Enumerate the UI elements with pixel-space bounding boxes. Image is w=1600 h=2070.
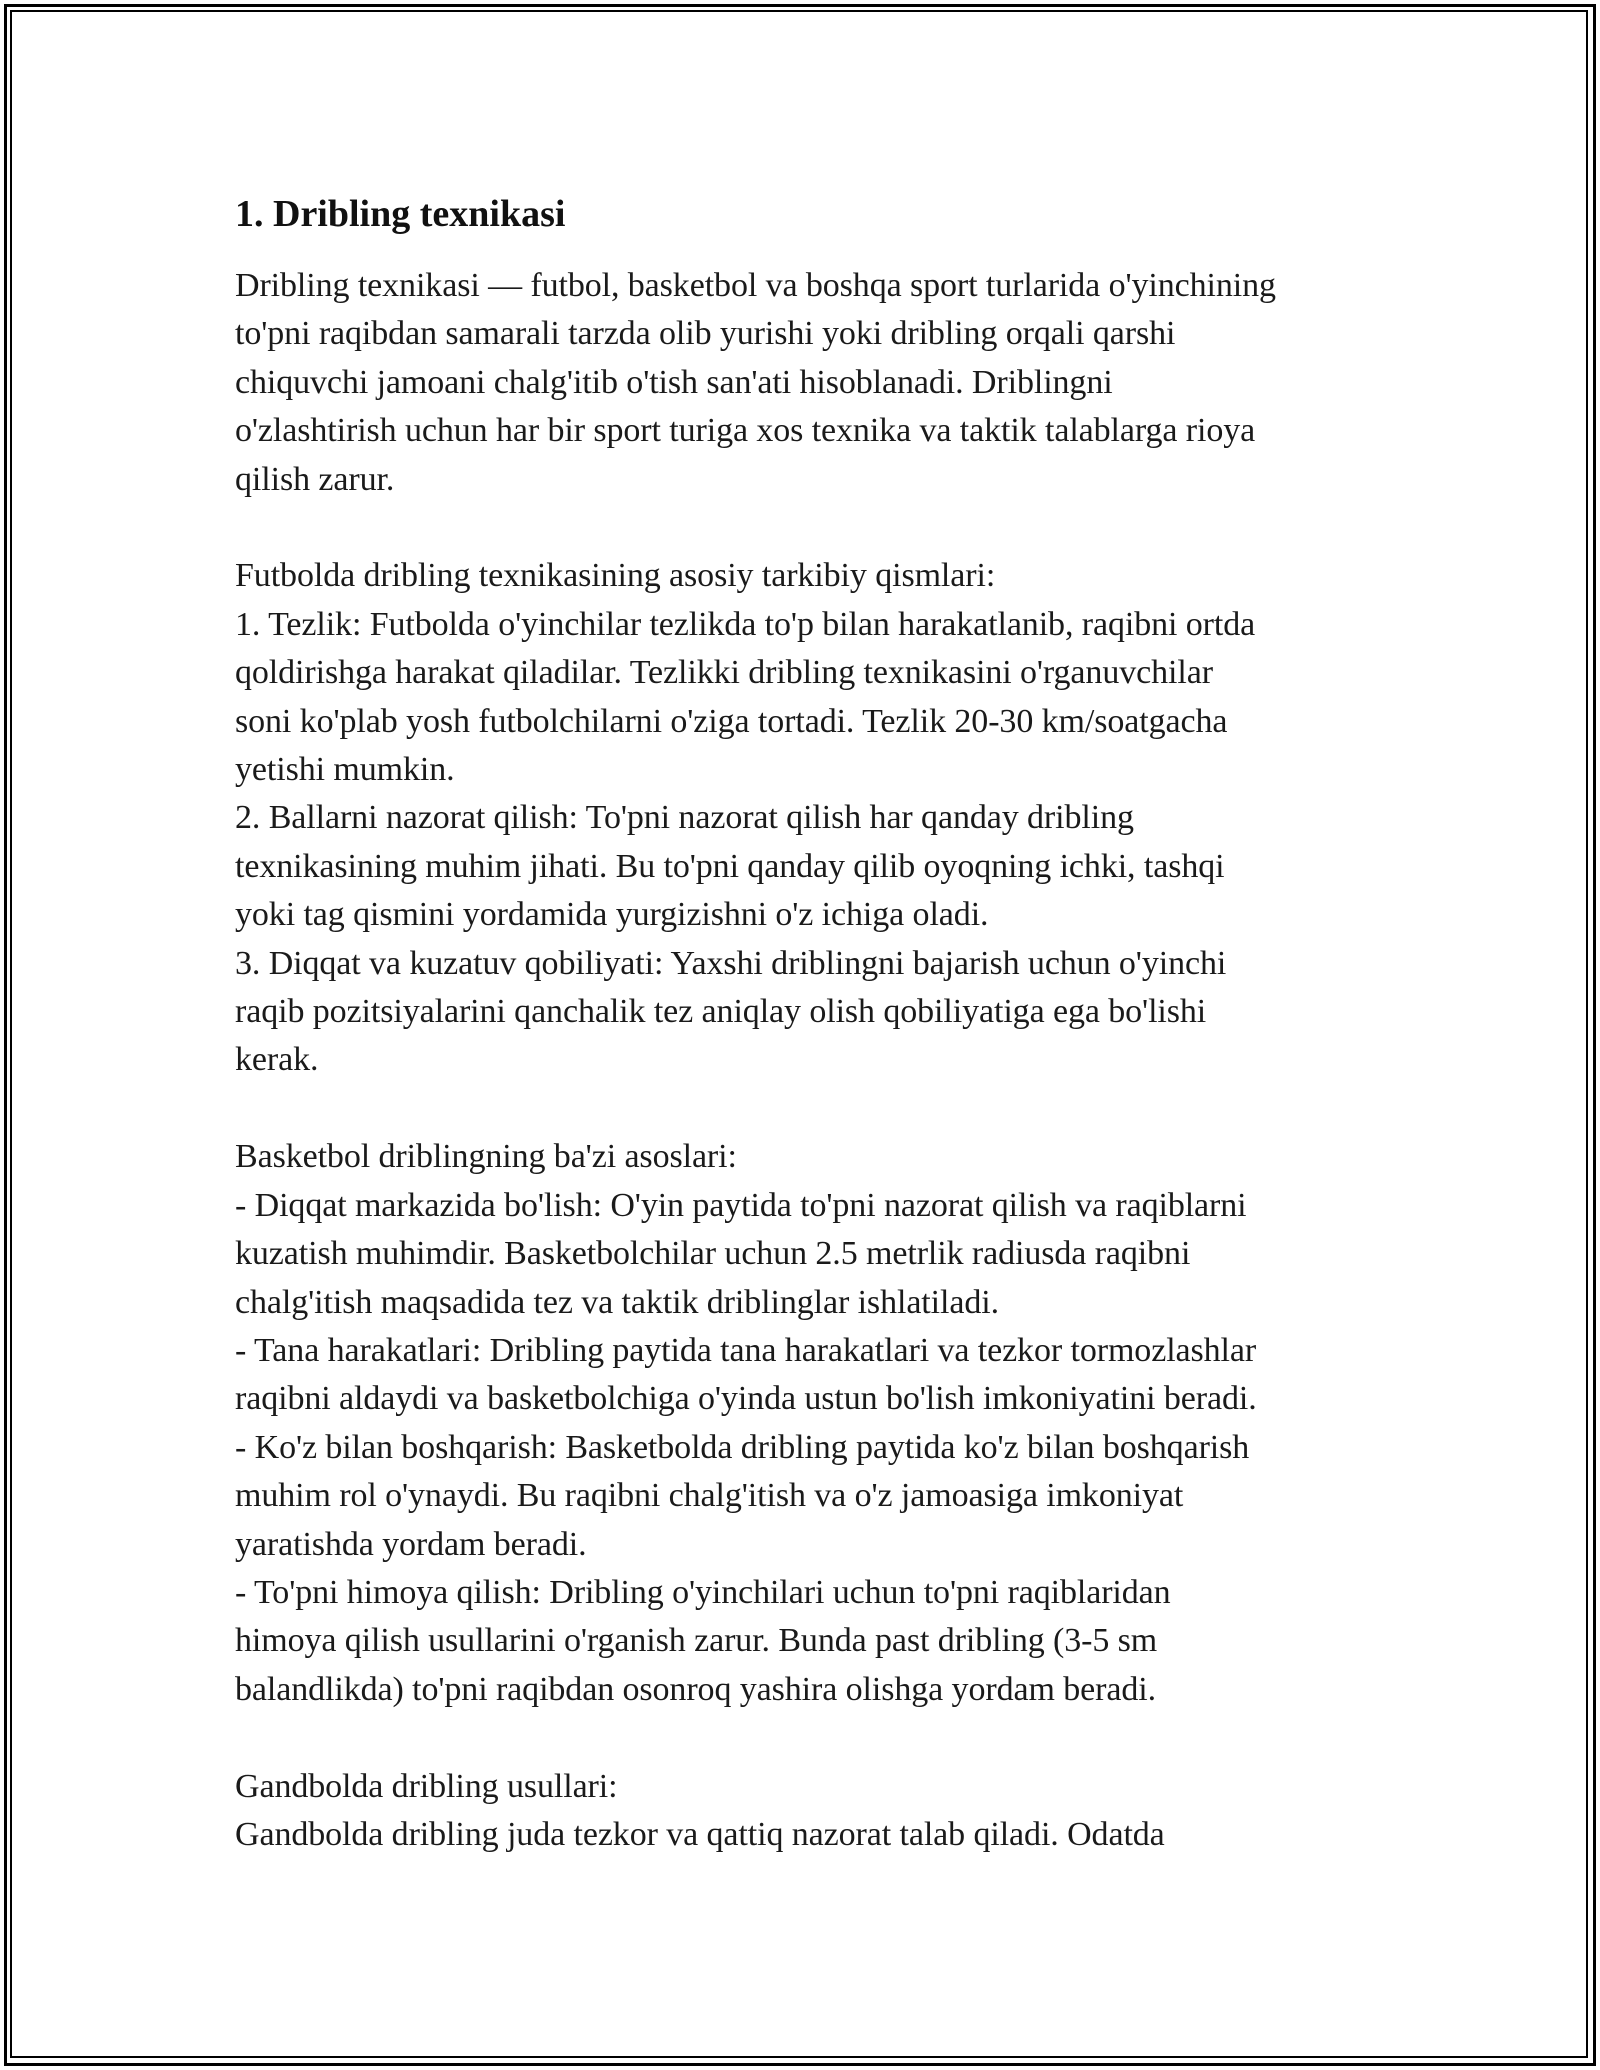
text-line: to'pni raqibdan samarali tarzda olib yurishi yoki dribling orqali qarshi bbox=[235, 315, 1176, 353]
subsection-title: Gandbolda dribling usullari: bbox=[235, 1767, 618, 1805]
football-section bbox=[235, 552, 1385, 1084]
text-line: Dribling texnikasi — futbol, basketbol va boshqa sport turlarida o'yinchining bbox=[235, 267, 1276, 304]
paragraph-spacer bbox=[235, 504, 1385, 552]
text-line: soni ko'plab yosh futbolchilarni o'ziga tortadi. Tezlik 20-30 km/soatgacha bbox=[235, 702, 1228, 740]
text-line: - Ko'z bilan boshqarish: Basketbolda dribling paytida ko'z bilan boshqarish bbox=[235, 1428, 1250, 1466]
basketball-section bbox=[235, 1133, 1385, 1714]
text-line: chalg'itish maqsadida tez va taktik driblinglar ishlatiladi. bbox=[235, 1283, 999, 1321]
subsection-title: Basketbol driblingning ba'zi asoslari: bbox=[235, 1138, 737, 1176]
text-line: balandlikda) to'pni raqibdan osonroq yashira olishga yordam beradi. bbox=[235, 1670, 1156, 1708]
text-line: chiquvchi jamoani chalg'itib o'tish san'ati hisoblanadi. Driblingni bbox=[235, 363, 1113, 401]
text-line: kerak. bbox=[235, 1041, 319, 1079]
text-line: - To'pni himoya qilish: Dribling o'yinchilari uchun to'pni raqiblaridan bbox=[235, 1573, 1171, 1611]
text-line: kuzatish muhimdir. Basketbolchilar uchun 2.5 metrlik radiusda raqibni bbox=[235, 1235, 1191, 1273]
text-line: raqibni aldaydi va basketbolchiga o'yinda ustun bo'lish imkoniyatini beradi. bbox=[235, 1380, 1257, 1418]
document-page bbox=[235, 188, 1385, 1859]
text-line: yaratishda yordam beradi. bbox=[235, 1525, 587, 1563]
text-line: qoldirishga harakat qiladilar. Tezlikki dribling texnikasini o'rganuvchilar bbox=[235, 654, 1213, 692]
text-line: texnikasining muhim jihati. Bu to'pni qanday qilib oyoqning ichki, tashqi bbox=[235, 847, 1225, 885]
handball-section bbox=[235, 1763, 1385, 1860]
text-line: - Tana harakatlari: Dribling paytida tana harakatlari va tezkor tormozlashlar bbox=[235, 1331, 1257, 1369]
paragraph-spacer bbox=[235, 1714, 1385, 1762]
section-heading: 1. Dribling texnikasi bbox=[235, 193, 566, 235]
text-line: - Diqqat markazida bo'lish: O'yin paytida to'pni nazorat qilish va raqiblarni bbox=[235, 1186, 1247, 1224]
text-line: o'zlashtirish uchun har bir sport turiga xos texnika va taktik talablarga rioya bbox=[235, 412, 1256, 450]
text-line: 3. Diqqat va kuzatuv qobiliyati: Yaxshi driblingni bajarish uchun o'yinchi bbox=[235, 944, 1227, 982]
text-line: muhim rol o'ynaydi. Bu raqibni chalg'itish va o'z jamoasiga imkoniyat bbox=[235, 1477, 1184, 1515]
text-line: Gandbolda dribling juda tezkor va qattiq nazorat talab qiladi. Odatda bbox=[235, 1815, 1165, 1853]
text-line: yetishi mumkin. bbox=[235, 751, 455, 789]
intro-paragraph bbox=[235, 262, 1385, 504]
text-line: qilish zarur. bbox=[235, 460, 395, 498]
text-line: yoki tag qismini yordamida yurgizishni o'z ichiga oladi. bbox=[235, 896, 989, 934]
subsection-title: Futbolda dribling texnikasining asosiy tarkibiy qismlari: bbox=[235, 557, 996, 595]
text-line: himoya qilish usullarini o'rganish zarur. Bunda past dribling (3-5 sm bbox=[235, 1622, 1158, 1660]
paragraph-spacer bbox=[235, 1085, 1385, 1133]
text-line: raqib pozitsiyalarini qanchalik tez aniqlay olish qobiliyatiga ega bo'lishi bbox=[235, 993, 1207, 1031]
text-line: 2. Ballarni nazorat qilish: To'pni nazorat qilish har qanday dribling bbox=[235, 799, 1134, 837]
text-line: 1. Tezlik: Futbolda o'yinchilar tezlikda to'p bilan harakatlanib, raqibni ortda bbox=[235, 605, 1256, 643]
